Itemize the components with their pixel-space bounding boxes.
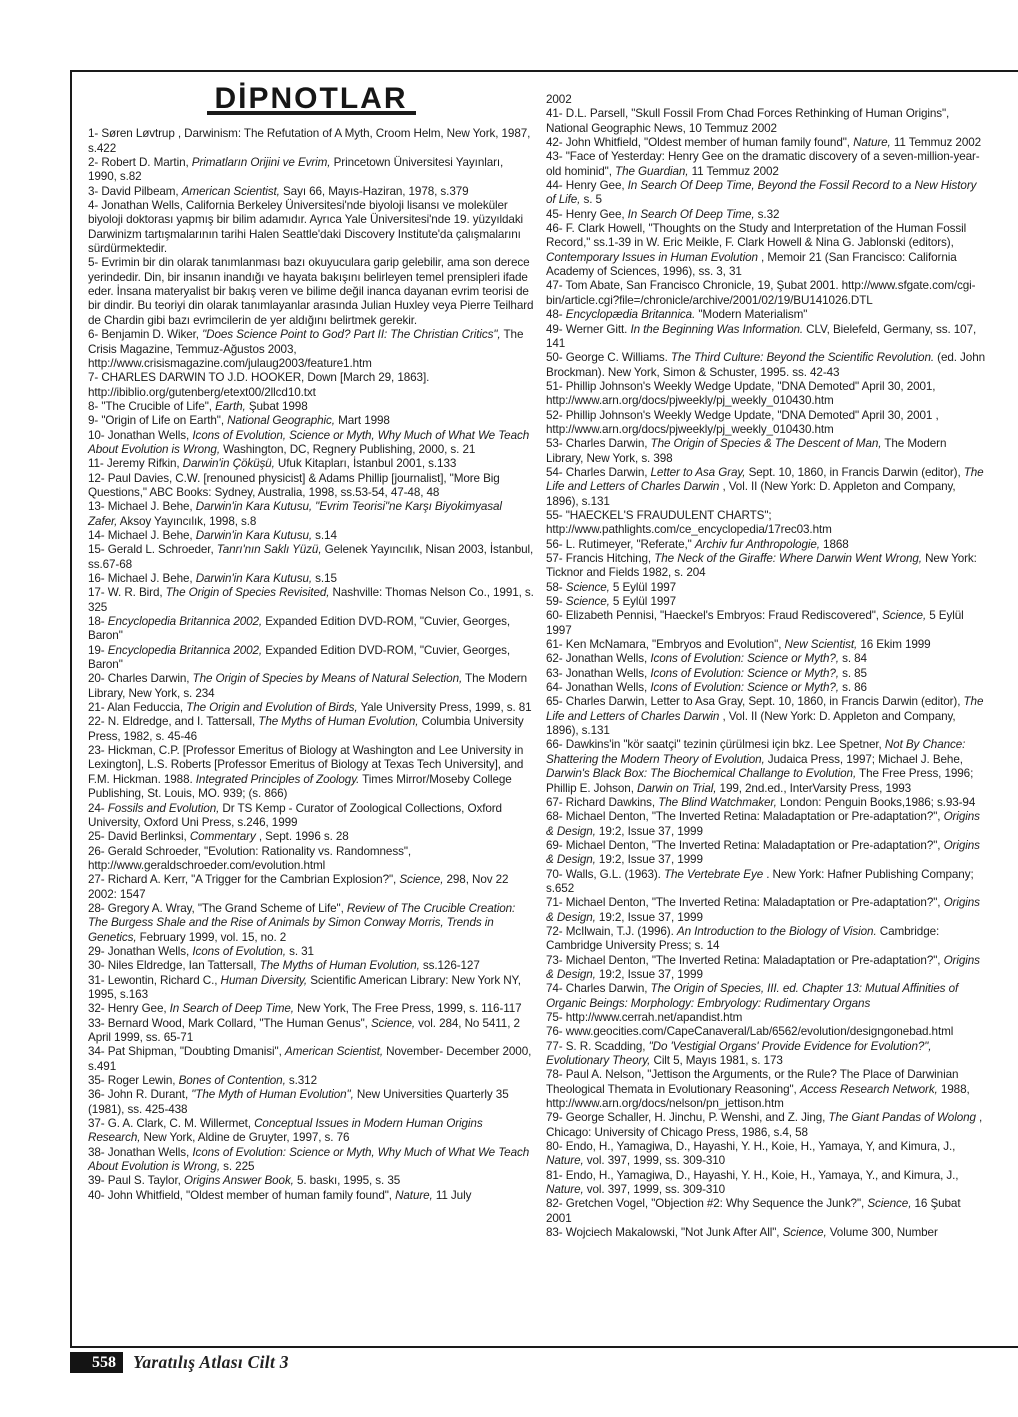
footnote-item: 33- Bernard Wood, Mark Collard, "The Human Genus", Science, vol. 284, No 5411, 2 April 1999, ss. 65-71 xyxy=(88,1016,520,1044)
footnote-item: 79- George Schaller, H. Jinchu, P. Wenshi, and Z. Jing, The Giant Pandas of Wolong , Chicago: University of Chicago Press, 1986, s.4, 58 xyxy=(546,1111,983,1139)
footnote-item: 1- Søren Løvtrup , Darwinism: The Refutation of A Myth, Croom Helm, New York, 1987, s.422 xyxy=(88,127,531,155)
footnote-item: 48- Encyclopædia Britannica. "Modern Materialism" xyxy=(546,308,808,322)
footnote-item: 13- Michael J. Behe, Darwin'in Kara Kutusu, "Evrim Teorisi"ne Karşı Biyokimyasal Zafer, Aksoy Yayıncılık, 1998, s.8 xyxy=(88,500,502,528)
footnote-item: 58- Science, 5 Eylül 1997 xyxy=(546,580,677,594)
footnote-item: 11- Jeremy Rifkin, Darwin'in Çöküşü, Ufuk Kitapları, İstanbul 2001, s.133 xyxy=(88,457,457,471)
footnote-item: 74- Charles Darwin, The Origin of Species, III. ed. Chapter 13: Mutual Affinities of Organic Beings: Morphology: Embryology: Rudimentary Organs xyxy=(546,982,959,1010)
footnote-item: 22- N. Eldredge, and I. Tattersall, The Myths of Human Evolution, Columbia University Press, 1982, s. 45-46 xyxy=(88,715,524,743)
footnote-item: 32- Henry Gee, In Search of Deep Time, New York, The Free Press, 1999, s. 116-117 xyxy=(88,1002,522,1016)
footnote-item: 52- Phillip Johnson's Weekly Wedge Update, "DNA Demoted" April 30, 2001 , http://www.arn.org/docs/pjweekly/pj_weekly_010430.htm xyxy=(546,408,939,436)
footnote-item: 60- Elizabeth Pennisi, "Haeckel's Embryos: Fraud Rediscovered", Science, 5 Eylül 1997 xyxy=(546,609,964,637)
page-number-badge: 558 xyxy=(70,1352,123,1373)
footnote-item: 8- "The Crucible of Life", Earth, Şubat 1998 xyxy=(88,399,308,413)
footnote-item: 64- Jonathan Wells, Icons of Evolution: Science or Myth?, s. 86 xyxy=(546,681,867,695)
footnote-item: 23- Hickman, C.P. [Professor Emeritus of Biology at Washington and Lee University in Lexington], L.S. Roberts [Professor Emeritus of Biology at Texas Tech University], and F.M. Hickman. 1988. Integrated Principles of Zoology. Times Mirror/Moseby College Publishing, St. Louis, MO. 939; (s. 866) xyxy=(88,744,524,801)
footnote-item: 44- Henry Gee, In Search Of Deep Time, Beyond the Fossil Record to a New History of Life, s. 5 xyxy=(546,179,977,207)
footnote-item: 65- Charles Darwin, Letter to Asa Gray, Sept. 10, 1860, in Francis Darwin (editor), The Life and Letters of Charles Darwin , Vol. II (New York: D. Appleton and Company, 1896), s.131 xyxy=(546,695,984,738)
footnote-item: 53- Charles Darwin, The Origin of Species & The Descent of Man, The Modern Library, New York, s. 398 xyxy=(546,437,947,465)
footnote-item: 55- "HAECKEL'S FRAUDULENT CHARTS"; http://www.pathlights.com/ce_encyclopedia/17rec03.htm xyxy=(546,508,832,537)
footnote-item: 70- Walls, G.L. (1963). The Vertebrate Eye . New York: Hafner Publishing Company; s.652 xyxy=(546,867,974,895)
footnote-item: 3- David Pilbeam, American Scientist, Sayı 66, Mayıs-Haziran, 1978, s.379 xyxy=(88,184,469,198)
footnote-item: 39- Paul S. Taylor, Origins Answer Book, 5. baskı, 1995, s. 35 xyxy=(88,1174,401,1188)
page-title: DİPNOTLAR xyxy=(207,92,416,115)
footnote-item: 10- Jonathan Wells, Icons of Evolution, Science or Myth, Why Much of What We Teach About Evolution is Wrong, Washington, DC, Regnery Publishing, 2000, s. 21 xyxy=(88,428,530,456)
footnote-item: 67- Richard Dawkins, The Blind Watchmaker, London: Penguin Books,1986; s.93-94 xyxy=(546,795,976,809)
footnote-item: 38- Jonathan Wells, Icons of Evolution: Science or Myth, Why Much of What We Teach About Evolution is Wrong, s. 225 xyxy=(88,1145,530,1174)
footnote-item: 36- John R. Durant, "The Myth of Human Evolution", New Universities Quarterly 35 (1981), ss. 425-438 xyxy=(88,1088,509,1116)
footnote-item: 62- Jonathan Wells, Icons of Evolution: Science or Myth?, s. 84 xyxy=(546,652,867,666)
footnote-item: 12- Paul Davies, C.W. [renouned physicist] & Adams Phillip [journalist], "More Big Questions," ABC Books: Sydney, Australia, 1998, ss.53-54, 47-48, 48 xyxy=(88,471,500,499)
footnote-item: 43- "Face of Yesterday: Henry Gee on the dramatic discovery of a seven-million-year-old hominid", The Guardian, 11 Temmuz 2002 xyxy=(546,150,980,178)
footnote-item: 81- Endo, H., Yamagiwa, D., Hayashi, Y. H., Koie, H., Yamaya, Y., and Kimura, J., Nature, vol. 397, 1999, ss. 309-310 xyxy=(546,1168,959,1197)
footnote-item: 16- Michael J. Behe, Darwin'in Kara Kutusu, s.15 xyxy=(88,572,337,585)
footnote-item: 66- Dawkins'in "kör saatçi" tezinin çürülmesi için bkz. Lee Spetner, Not By Chance: Shattering the Modern Theory of Evolution, Judaica Press, 1997; Michael J. Behe, Darwin's Black Box: The Biochemical Challange to Evolution, The Free Press, 1996; Phillip E. Johson, Darwin on Trial, 199, 2nd.ed., InterVarsity Press, 1993 xyxy=(546,738,974,795)
footnote-item: 37- G. A. Clark, C. M. Willermet, Conceptual Issues in Modern Human Origins Research, New York, Aldine de Gruyter, 1997, s. 76 xyxy=(88,1117,483,1145)
footnote-item: 31- Lewontin, Richard C., Human Diversity, Scientific American Library: New York NY, 1995, s.163 xyxy=(88,973,521,1001)
footnote-item: 7- CHARLES DARWIN TO J.D. HOOKER, Down [March 29, 1863]. http://ibiblio.org/gutenberg/etext00/2llcd10.txt xyxy=(88,371,430,399)
footnotes-column-right xyxy=(546,93,986,1241)
footnote-item: 9- "Origin of Life on Earth", National Geographic, Mart 1998 xyxy=(88,414,390,428)
footnote-item: 47- Tom Abate, San Francisco Chronicle, 19, Şubat 2001. http://www.sfgate.com/cgi-bin/article.cgi?file=/chronicle/archive/2001/02/19/BU141026.DTL xyxy=(546,279,976,307)
footnote-item: 49- Werner Gitt. In the Beginning Was Information. CLV, Bielefeld, Germany, ss. 107, 141 xyxy=(546,322,977,350)
footnote-item: 51- Phillip Johnson's Weekly Wedge Update, "DNA Demoted" April 30, 2001, http://www.arn.org/docs/pjweekly/pj_weekly_010430.htm xyxy=(546,379,936,408)
footnote-item: 18- Encyclopedia Britannica 2002, Expanded Edition DVD-ROM, "Cuvier, Georges, Baron" xyxy=(88,615,510,643)
footnote-item: 26- Gerald Schroeder, "Evolution: Rationality vs. Randomness", http://www.geraldschroeder.com/evolution.html xyxy=(88,844,412,872)
footnote-item: 2- Robert D. Martin, Primatların Orijini ve Evrim, Princetown Üniversitesi Yayınları, 1990, s.82 xyxy=(88,156,504,184)
page-title-wrap xyxy=(88,82,534,115)
footnotes-column-left xyxy=(88,82,534,1203)
footnote-item: 82- Gretchen Vogel, "Objection #2: Why Sequence the Junk?", Science, 16 Şubat 2001 xyxy=(546,1197,961,1225)
footnote-item: 19- Encyclopedia Britannica 2002, Expanded Edition DVD-ROM, "Cuvier, Georges, Baron" xyxy=(88,643,510,672)
footnote-item: 20- Charles Darwin, The Origin of Species by Means of Natural Selection, The Modern Library, New York, s. 234 xyxy=(88,672,528,700)
footnote-item: 2002 xyxy=(546,93,572,106)
footnote-item: 35- Roger Lewin, Bones of Contention, s.312 xyxy=(88,1074,317,1088)
footnote-item: 71- Michael Denton, "The Inverted Retina: Maladaptation or Pre-adaptation?", Origins & Design, 19:2, Issue 37, 1999 xyxy=(546,896,980,924)
footnote-item: 59- Science, 5 Eylül 1997 xyxy=(546,595,677,609)
footnote-item: 75- http://www.cerrah.net/apandist.htm xyxy=(546,1011,743,1024)
footnote-item: 25- David Berlinksi, Commentary , Sept. 1996 s. 28 xyxy=(88,830,349,844)
footnote-item: 45- Henry Gee, In Search Of Deep Time, s.32 xyxy=(546,207,780,221)
footnote-item: 54- Charles Darwin, Letter to Asa Gray, Sept. 10, 1860, in Francis Darwin (editor), The Life and Letters of Charles Darwin , Vol. II (New York: D. Appleton and Company, 1896), s.131 xyxy=(546,465,984,508)
footnote-item: 28- Gregory A. Wray, "The Grand Scheme of Life", Review of The Crucible Creation: The Burgess Shale and the Rise of Animals by Simon Conway Morris, Trends in Genetics, February 1999, vol. 15, no. 2 xyxy=(88,901,516,944)
footnote-item: 69- Michael Denton, "The Inverted Retina: Maladaptation or Pre-adaptation?", Origins & Design, 19:2, Issue 37, 1999 xyxy=(546,838,980,867)
page-footer xyxy=(70,1352,289,1373)
footnote-item: 73- Michael Denton, "The Inverted Retina: Maladaptation or Pre-adaptation?", Origins & Design, 19:2, Issue 37, 1999 xyxy=(546,953,980,981)
footnote-item: 4- Jonathan Wells, California Berkeley Üniversitesi'nde biyoloji lisansı ve moleküler biyoloji doktorası yapmış bir bilim adamıdır. Ayrıca Yale Üniversitesi'nde 19. yüzyıldaki Darwinizm tartışmalarının tarihi Halen Seattle'daki Discovery Institute'da çalışmalarını sürdürmektedir. xyxy=(88,199,524,256)
footnote-item: 41- D.L. Parsell, "Skull Fossil From Chad Forces Rethinking of Human Origins", National Geographic News, 10 Temmuz 2002 xyxy=(546,107,950,135)
footnote-item: 27- Richard A. Kerr, "A Trigger for the Cambrian Explosion?", Science, 298, Nov 22 2002: 1547 xyxy=(88,873,509,901)
footnote-item: 50- George C. Williams. The Third Culture: Beyond the Scientific Revolution. (ed. John Brockman). New York, Simon & Schuster, 1995. ss. 42-43 xyxy=(546,351,985,379)
footnote-item: 24- Fossils and Evolution, Dr TS Kemp - Curator of Zoological Collections, Oxford University, Oxford Uni Press, s.246, 1999 xyxy=(88,801,502,829)
footnote-item: 57- Francis Hitching, The Neck of the Giraffe: Where Darwin Went Wrong, New York: Ticknor and Fields 1982, s. 204 xyxy=(546,552,977,580)
footnote-item: 63- Jonathan Wells, Icons of Evolution: Science or Myth?, s. 85 xyxy=(546,666,867,680)
footnote-item: 80- Endo, H., Yamagiwa, D., Hayashi, Y. H., Koie, H., Yamaya, Y, and Kimura, J., Nature, vol. 397, 1999, ss. 309-310 xyxy=(546,1140,956,1168)
book-title: Yaratılış Atlası Cilt 3 xyxy=(133,1352,289,1372)
footnote-item: 15- Gerald L. Schroeder, Tanrı'nın Saklı Yüzü, Gelenek Yayıncılık, Nisan 2003, İstanbul, ss.67-68 xyxy=(88,543,534,571)
footnote-item: 68- Michael Denton, "The Inverted Retina: Maladaptation or Pre-adaptation?", Origins & Design, 19:2, Issue 37, 1999 xyxy=(546,810,980,838)
footnote-item: 46- F. Clark Howell, "Thoughts on the Study and Interpretation of the Human Fossil Record," ss.1-39 in W. Eric Meikle, F. Clark Howell & Nina G. Jablonski (editors), Contemporary Issues in Human Evolution , Memoir 21 (San Francisco: California Academy of Sciences, 1996), ss. 3, 31 xyxy=(546,222,967,279)
footnote-item: 14- Michael J. Behe, Darwin'in Kara Kutusu, s.14 xyxy=(88,528,337,542)
footnote-item: 17- W. R. Bird, The Origin of Species Revisited, Nashville: Thomas Nelson Co., 1991, s. 325 xyxy=(88,586,534,614)
footnote-item: 61- Ken McNamara, "Embryos and Evolution", New Scientist, 16 Ekim 1999 xyxy=(546,638,931,652)
footnote-item: 83- Wojciech Makalowski, "Not Junk After All", Science, Volume 300, Number xyxy=(546,1226,938,1240)
footnote-item: 76- www.geocities.com/CapeCanaveral/Lab/6562/evolution/designgonebad.html xyxy=(546,1025,954,1039)
footnote-item: 72- McIlwain, T.J. (1996). An Introduction to the Biology of Vision. Cambridge: Cambridge University Press; s. 14 xyxy=(546,924,940,953)
footnote-item: 40- John Whitfield, "Oldest member of human family found", Nature, 11 July xyxy=(88,1188,472,1202)
footnote-item: 21- Alan Feduccia, The Origin and Evolution of Birds, Yale University Press, 1999, s. 81 xyxy=(88,701,532,715)
footnote-item: 56- L. Rutimeyer, "Referate," Archiv fur Anthropologie, 1868 xyxy=(546,537,849,551)
footnote-item: 78- Paul A. Nelson, "Jettison the Arguments, or the Rule? The Place of Darwinian Theological Themata in Evolutionary Reasoning", Access Research Network, 1988, http://www.arn.org/docs/nelson/pn_jettison.htm xyxy=(546,1068,970,1111)
footnote-item: 30- Niles Eldredge, Ian Tattersall, The Myths of Human Evolution, ss.126-127 xyxy=(88,959,480,973)
footnote-item: 34- Pat Shipman, "Doubting Dmanisi", American Scientist, November- December 2000, s.491 xyxy=(88,1045,532,1073)
footnote-item: 77- S. R. Scadding, "Do 'Vestigial Organs' Provide Evidence for Evolution?", Evolutionary Theory, Cilt 5, Mayıs 1981, s. 173 xyxy=(546,1039,932,1068)
footnote-item: 42- John Whitfield, "Oldest member of human family found", Nature, 11 Temmuz 2002 xyxy=(546,136,982,150)
footnote-item: 5- Evrimin bir din olarak tanımlanması bazı okuyuculara garip gelebilir, ama son derece yerindedir. Din, bir insanın inandığı ve hayata bakışını belirleyen temel prensipleri ifade eder. İnsana materyalist bir bakış veren ve bilime değil inanca dayanan evrim teorisi de bir dindir. Bu teoriyi din olarak tanımlayanlar arasında Julian Huxley veya Pierre Teilhard de Chardin gibi bazı evrimcilerin de yer aldığını belirtmek gerekir. xyxy=(88,256,534,327)
footnote-item: 29- Jonathan Wells, Icons of Evolution, s. 31 xyxy=(88,944,314,958)
footnote-item: 6- Benjamin D. Wiker, "Does Science Point to God? Part II: The Christian Critics", The Crisis Magazine, Temmuz-Ağustos 2003, http://www.crisismagazine.com/julaug2003/feature1.htm xyxy=(88,328,524,370)
